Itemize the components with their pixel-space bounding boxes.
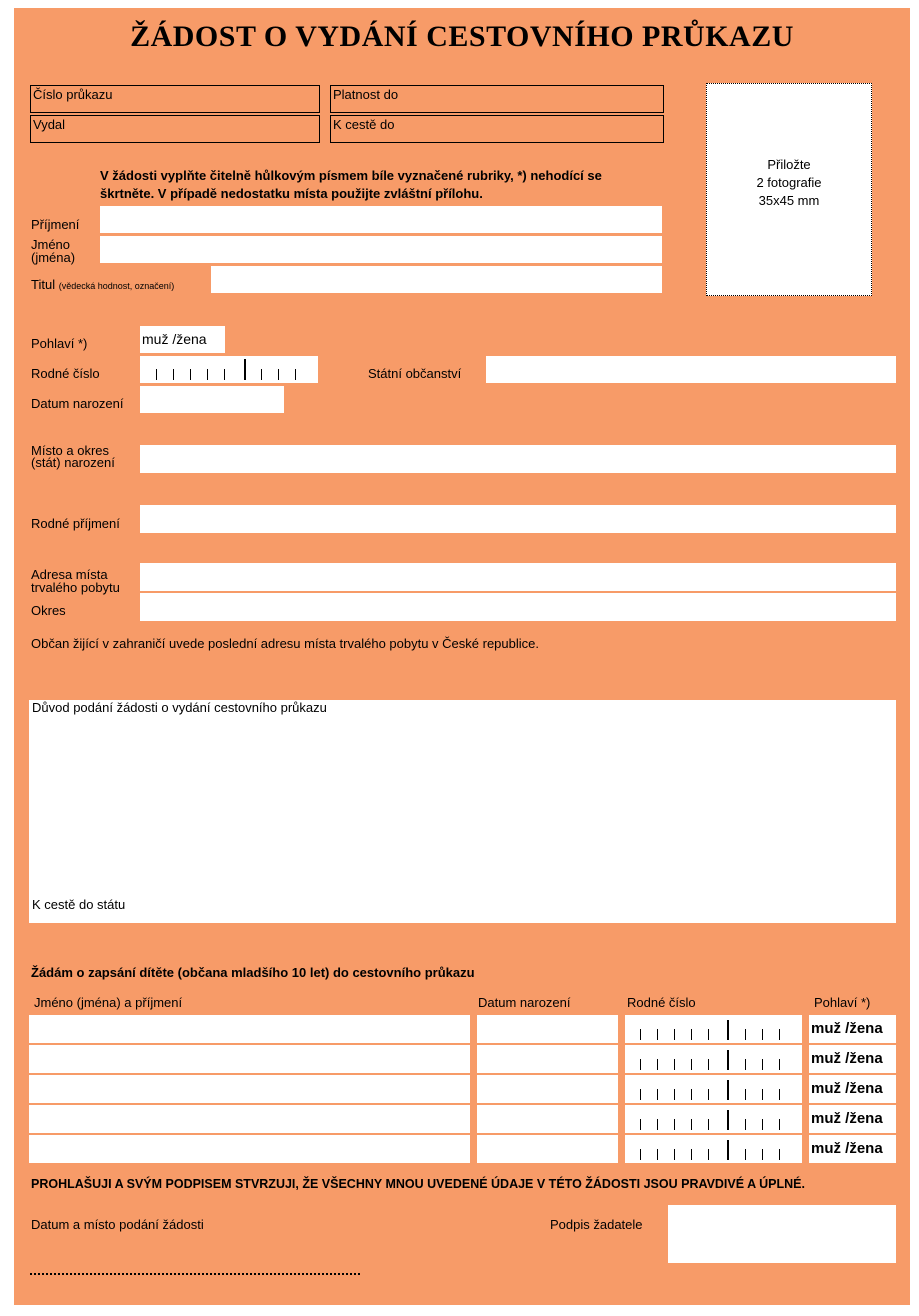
reason-field[interactable] — [29, 700, 896, 923]
rc-tick — [657, 1029, 658, 1040]
okres-label: Okres — [31, 603, 66, 618]
application-form — [14, 8, 910, 1305]
instructions-line-1: V žádosti vyplňte čitelně hůlkovým písmem bíle vyznačené rubriky, *) nehodící se — [100, 168, 602, 183]
form-title: ŽÁDOST O VYDÁNÍ CESTOVNÍHO PRŮKAZU — [130, 20, 794, 53]
rc-separator-tick — [727, 1050, 729, 1070]
titul-label — [31, 277, 174, 292]
child-dob-field[interactable] — [477, 1135, 618, 1163]
rc-tick — [745, 1119, 746, 1130]
rc-separator-tick — [727, 1020, 729, 1040]
titul-label-main: Titul — [31, 277, 56, 292]
rc-tick — [173, 369, 174, 380]
child-rc-field[interactable] — [625, 1075, 802, 1103]
instructions-line-2: škrtněte. V případě nedostatku místa použijte zvláštní přílohu. — [100, 186, 483, 201]
child-sex-value: muž /žena — [811, 1080, 883, 1097]
child-dob-field[interactable] — [477, 1075, 618, 1103]
child-name-field[interactable] — [29, 1015, 470, 1043]
okres-field[interactable] — [140, 593, 896, 621]
child-name-field[interactable] — [29, 1075, 470, 1103]
jmeno-label-line-2: (jména) — [31, 250, 76, 265]
podpis-label: Podpis žadatele — [550, 1217, 643, 1232]
datum-narozeni-label: Datum narození — [31, 396, 124, 411]
rc-tick — [657, 1059, 658, 1070]
platnost-do-label: Platnost do — [333, 87, 399, 102]
child-rc-field[interactable] — [625, 1045, 802, 1073]
child-sex-value: muž /žena — [811, 1050, 883, 1067]
adresa-field[interactable] — [140, 563, 896, 591]
rc-tick — [691, 1089, 692, 1100]
rc-tick — [190, 369, 191, 380]
rc-tick — [745, 1149, 746, 1160]
photo-line-3: 35x45 mm — [758, 193, 820, 208]
child-rc-field[interactable] — [625, 1105, 802, 1133]
rc-tick — [674, 1029, 675, 1040]
rc-tick — [674, 1119, 675, 1130]
child-name-field[interactable] — [29, 1105, 470, 1133]
child-rc-field[interactable] — [625, 1135, 802, 1163]
rc-tick — [708, 1119, 709, 1130]
rc-tick — [708, 1089, 709, 1100]
datum-misto-label: Datum a místo podání žádosti — [31, 1217, 204, 1232]
rc-tick — [674, 1089, 675, 1100]
rc-tick — [640, 1059, 641, 1070]
rc-tick — [708, 1059, 709, 1070]
child-sex-value: muž /žena — [811, 1020, 883, 1037]
reason-label: Důvod podání žádosti o vydání cestovního průkazu — [32, 700, 327, 715]
rc-tick — [708, 1149, 709, 1160]
pohlavi-value: muž /žena — [142, 331, 207, 347]
rc-tick — [640, 1089, 641, 1100]
children-col-sex: Pohlaví *) — [814, 995, 871, 1010]
rc-tick — [640, 1119, 641, 1130]
misto-narozeni-label — [31, 445, 115, 469]
rodne-cislo-field[interactable] — [140, 356, 318, 383]
cislo-prukazu-box — [30, 85, 320, 113]
adresa-label — [31, 568, 120, 594]
rc-tick — [207, 369, 208, 380]
child-sex-field[interactable] — [809, 1075, 896, 1103]
misto-narozeni-label-line-1: Místo a okres — [31, 443, 110, 458]
declaration: PROHLAŠUJI A SVÝM PODPISEM STVRZUJI, ŽE VŠECHNY MNOU UVEDENÉ ÚDAJE V TÉTO ŽÁDOSTI JSOU PRAVDIVÉ A ÚPLNÉ. — [31, 1177, 805, 1191]
adresa-label-line-1: Adresa místa — [31, 567, 108, 582]
child-name-field[interactable] — [29, 1135, 470, 1163]
rc-tick — [708, 1029, 709, 1040]
child-dob-field[interactable] — [477, 1045, 618, 1073]
rc-tick — [762, 1089, 763, 1100]
rc-tick — [762, 1149, 763, 1160]
rc-tick — [779, 1149, 780, 1160]
statni-obcanstvi-label: Státní občanství — [368, 366, 462, 381]
children-col-name: Jméno (jména) a příjmení — [34, 995, 183, 1010]
rc-separator-tick — [244, 359, 246, 380]
rc-tick — [278, 369, 279, 380]
rc-separator-tick — [727, 1140, 729, 1160]
children-col-dob: Datum narození — [478, 995, 571, 1010]
rc-tick — [640, 1149, 641, 1160]
rc-tick — [674, 1059, 675, 1070]
rc-tick — [295, 369, 296, 380]
rc-tick — [779, 1029, 780, 1040]
child-dob-field[interactable] — [477, 1015, 618, 1043]
rc-tick — [691, 1059, 692, 1070]
rc-tick — [745, 1059, 746, 1070]
rc-tick — [224, 369, 225, 380]
destination-label: K cestě do státu — [32, 897, 126, 912]
rc-tick — [657, 1149, 658, 1160]
child-sex-field[interactable] — [809, 1105, 896, 1133]
child-sex-field[interactable] — [809, 1015, 896, 1043]
k-ceste-do-box — [330, 115, 664, 143]
rc-tick — [779, 1089, 780, 1100]
rc-tick — [691, 1029, 692, 1040]
address-note: Občan žijící v zahraničí uvede poslední adresu místa trvalého pobytu v České republice. — [31, 636, 539, 651]
children-heading: Žádám o zapsání dítěte (občana mladšího 10 let) do cestovního průkazu — [31, 965, 475, 980]
statni-obcanstvi-field[interactable] — [486, 356, 896, 383]
rc-tick — [657, 1119, 658, 1130]
vydal-label: Vydal — [33, 117, 66, 132]
child-sex-value: muž /žena — [811, 1110, 883, 1127]
pohlavi-field[interactable] — [140, 326, 225, 353]
titul-field[interactable] — [211, 266, 662, 293]
rc-tick — [745, 1029, 746, 1040]
rc-tick — [762, 1119, 763, 1130]
datum-misto-line[interactable] — [30, 1271, 360, 1275]
rc-tick — [779, 1059, 780, 1070]
child-sex-value: muž /žena — [811, 1140, 883, 1157]
titul-label-note: (vědecká hodnost, označení) — [58, 281, 175, 291]
platnost-do-box — [330, 85, 664, 113]
adresa-label-line-2: trvalého pobytu — [31, 580, 120, 595]
photo-line-1: Přiložte — [767, 157, 811, 172]
rc-tick — [762, 1029, 763, 1040]
podpis-field[interactable] — [668, 1205, 896, 1263]
rc-tick — [779, 1119, 780, 1130]
child-sex-field[interactable] — [809, 1045, 896, 1073]
child-sex-field[interactable] — [809, 1135, 896, 1163]
children-col-rc: Rodné číslo — [627, 995, 696, 1010]
cislo-prukazu-label: Číslo průkazu — [33, 87, 113, 102]
rc-tick — [640, 1029, 641, 1040]
rc-tick — [261, 369, 262, 380]
jmeno-label-line-1: Jméno — [31, 237, 71, 252]
photo-box — [706, 83, 872, 296]
rc-tick — [691, 1149, 692, 1160]
photo-line-2: 2 fotografie — [756, 175, 822, 190]
misto-narozeni-field[interactable] — [140, 445, 896, 473]
rc-tick — [745, 1089, 746, 1100]
rodne-cislo-label: Rodné číslo — [31, 366, 100, 381]
child-name-field[interactable] — [29, 1045, 470, 1073]
rc-tick — [691, 1119, 692, 1130]
prijmeni-field[interactable] — [100, 206, 662, 233]
jmeno-field[interactable] — [100, 236, 662, 263]
rodne-prijmeni-label: Rodné příjmení — [31, 516, 120, 531]
rc-tick — [762, 1059, 763, 1070]
rc-separator-tick — [727, 1110, 729, 1130]
k-ceste-do-label: K cestě do — [333, 117, 395, 132]
rc-tick — [657, 1089, 658, 1100]
vydal-box — [30, 115, 320, 143]
misto-narozeni-label-line-2: (stát) narození — [31, 455, 115, 470]
rc-tick — [156, 369, 157, 380]
datum-narozeni-field[interactable] — [140, 386, 284, 413]
rodne-prijmeni-field[interactable] — [140, 505, 896, 533]
rc-separator-tick — [727, 1080, 729, 1100]
pohlavi-label: Pohlaví *) — [31, 336, 88, 351]
child-dob-field[interactable] — [477, 1105, 618, 1133]
child-rc-field[interactable] — [625, 1015, 802, 1043]
jmeno-label — [31, 238, 75, 264]
rc-tick — [674, 1149, 675, 1160]
prijmeni-label: Příjmení — [31, 217, 80, 232]
